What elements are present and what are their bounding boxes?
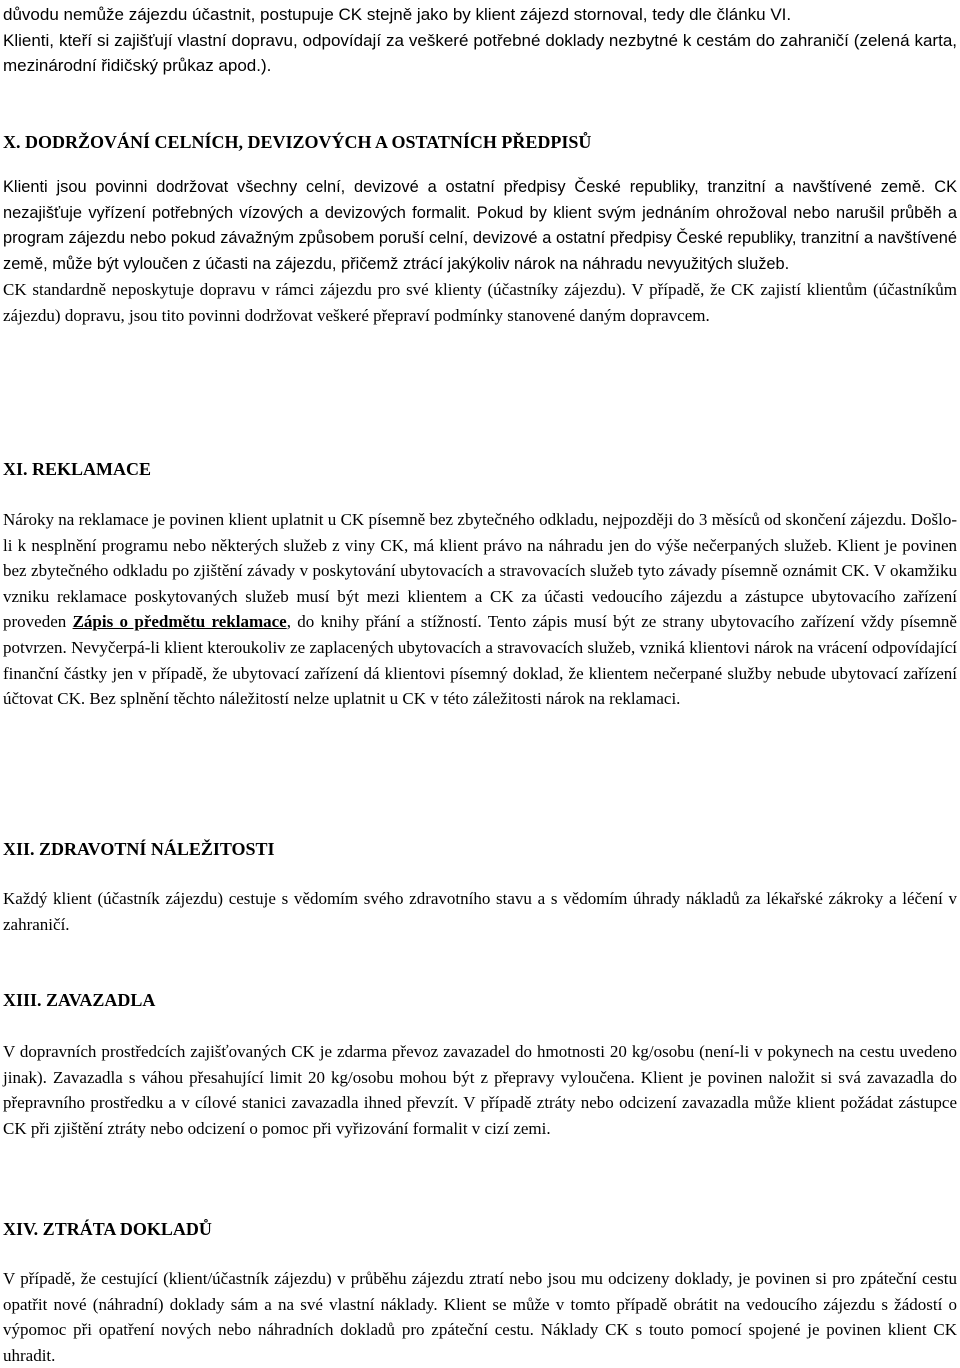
section-xiv-body [3, 1266, 957, 1368]
intro-paragraph [3, 2, 957, 79]
section-x-body [3, 175, 957, 329]
section-xi-heading: XI. REKLAMACE [3, 459, 152, 479]
section-xiii-heading: XIII. ZAVAZADLA [3, 990, 156, 1010]
section-xii-heading: XII. ZDRAVOTNÍ NÁLEŽITOSTI [3, 839, 275, 859]
intro-paragraph-rest: Klienti, kteří si zajišťují vlastní dopravu, odpovídají za veškeré potřebné doklady nezbytné k cestám do zahraničí (zelená karta, mezinárodní řidičský průkaz apod.). [3, 30, 957, 76]
section-xii-body [3, 886, 957, 937]
section-xi-emphasis: Zápis o předmětu reklamace [72, 612, 287, 632]
section-xiv-paragraph-1: V případě, že cestující (klient/účastník zájezdu) v průběhu zájezdu ztratí nebo jsou mu odcizeny doklady, je povinen si pro zpáteční cestu opatřit nové (náhradní) doklady sám a na své vlastní náklady. Klient se může v tomto případě obrátit na vedoucího zájezdu s žádostí o výpomoc při opatření nových nebo náhradních dokladů pro zpáteční cestu. Náklady CK s touto pomocí spojené je povinen klient CK uhradit. [3, 1269, 957, 1365]
section-x-heading: X. DODRŽOVÁNÍ CELNÍCH, DEVIZOVÝCH A OSTATNÍCH PŘEDPISŮ [3, 132, 592, 152]
section-xi-text-after: , do knihy přání a stížností. Tento zápis musí být ze strany ubytovacího zařízení vždy písemně potvrzen. Nevyčerpá-li klient kteroukoliv ze zaplacených ubytovacích a stravovacích služeb, vzniká klientovi nárok na vrácení odpovídající finanční částky jen v případě, že ubytovací zařízení dá klientovi písemný doklad, že klientem nečerpané služby nebude ubytovací zařízení účtovat CK. Bez splnění těchto náležitostí nelze uplatnit u CK v této záležitosti nárok na reklamaci. [3, 612, 957, 709]
section-xi-paragraph-1 [3, 507, 957, 712]
section-xi-text-before: Nároky na reklamace je povinen klient uplatnit u CK písemně bez zbytečného odkladu, nejpozději do 3 měsíců od skončení zájezdu. Došlo-li k nesplnění programu nebo některých služeb z viny CK, má klient právo na náhradu jen do výše nečerpaných služeb. Klient je povinen bez zbytečného odkladu po zjištění závady v poskytování ubytovacích a stravovacích služeb tyto závady písemně oznámit CK. V okamžiku vzniku reklamace poskytovaných služeb musí být mezi klientem a CK za účasti vedoucího zájezdu a zástupce ubytovacího zařízení proveden [3, 510, 957, 632]
section-xiv-heading: XIV. ZTRÁTA DOKLADŮ [3, 1219, 212, 1239]
section-xii-paragraph-1: Každý klient (účastník zájezdu) cestuje s vědomím svého zdravotního stavu a s vědomím úhrady nákladů za lékařské zákroky a léčení v zahraničí. [3, 889, 957, 934]
section-xiii-paragraph-1: V dopravních prostředcích zajišťovaných CK je zdarma převoz zavazadel do hmotnosti 20 kg/osobu (není-li v pokynech na cestu uvedeno jinak). Zavazadla s váhou přesahující limit 20 kg/osobu mohou být z přepravy vyloučena. Klient je povinen naložit si svá zavazadla do přepravního prostředku a v cílové stanici zavazadla ihned převzít. V případě ztráty nebo odcizení zavazadla může klient požádat zástupce CK při zjištění ztráty nebo odcizení o pomoc při vyřizování formalit v cizí zemi. [3, 1042, 957, 1138]
section-x-paragraph-1: Klienti jsou povinni dodržovat všechny celní, devizové a ostatní předpisy České republiky, tranzitní a navštívené země. CK nezajišťuje vyřízení potřebných vízových a devizových formalit. Pokud by klient svým jednáním ohrožoval nebo narušil průběh a program zájezdu nebo pokud závažným způsobem poruší celní, devizové a ostatní předpisy České republiky, tranzitní a navštívené země, může být vyloučen z účasti na zájezdu, přičemž ztrácí jakýkoliv nárok na náhradu nevyužitých služeb. [3, 178, 957, 273]
section-xiii-body [3, 1039, 957, 1141]
intro-line-1: důvodu nemůže zájezdu účastnit, postupuje CK stejně jako by klient zájezd stornoval, tedy dle článku VI. [3, 5, 792, 24]
section-x-paragraph-2: CK standardně neposkytuje dopravu v rámci zájezdu pro své klienty (účastníky zájezdu). V případě, že CK zajistí klientům (účastníkům zájezdu) dopravu, jsou tito povinni dodržovat veškeré přepraví podmínky stanovené daným dopravcem. [3, 280, 957, 325]
section-xi-body [3, 507, 957, 712]
